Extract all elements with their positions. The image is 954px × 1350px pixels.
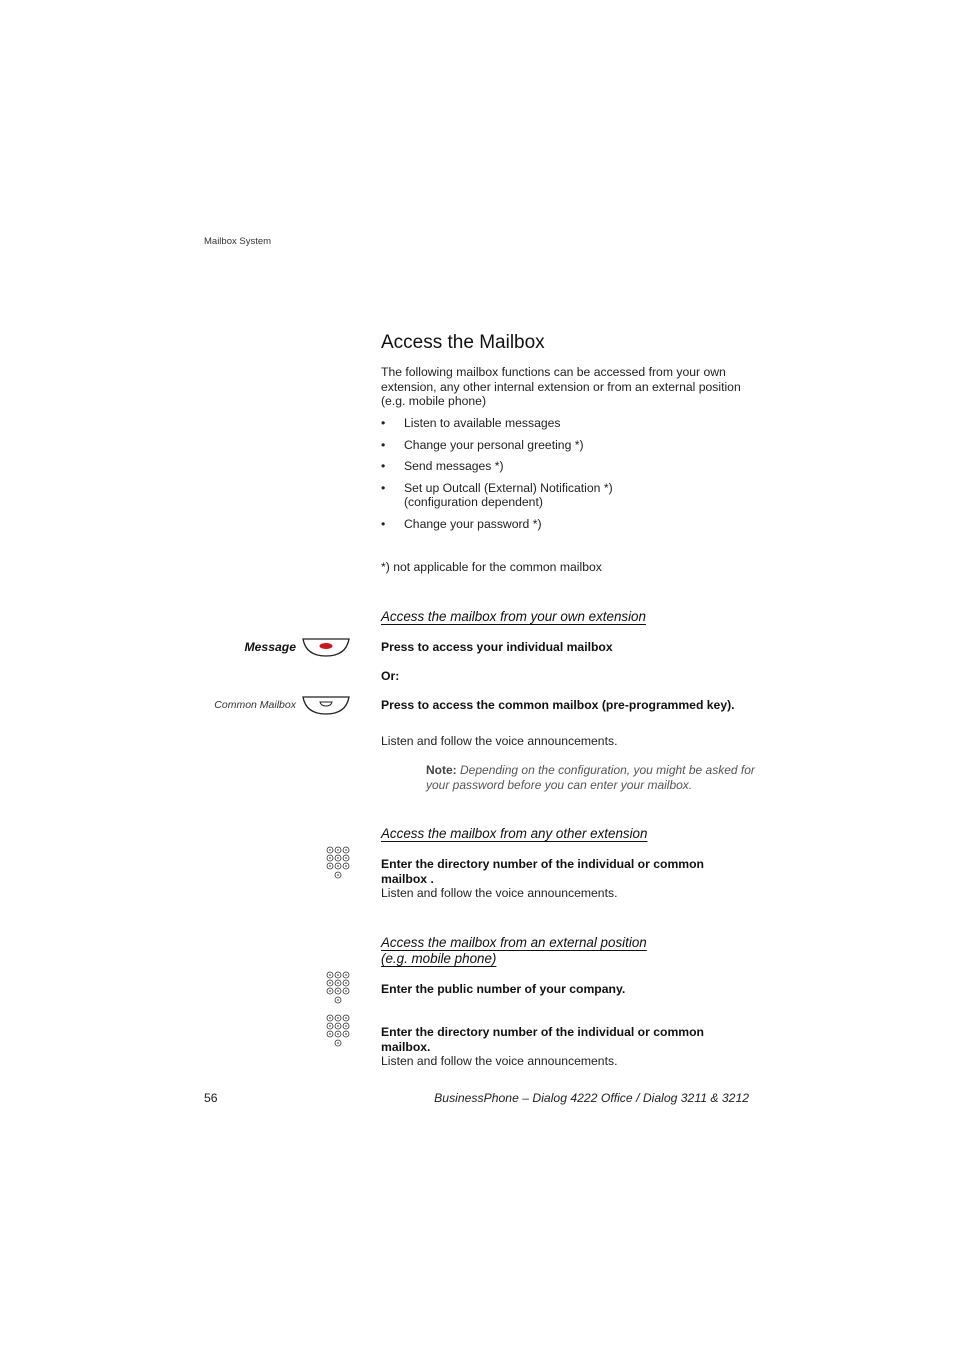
listen-instruction: Listen and follow the voice announcements. — [381, 1054, 618, 1068]
other-extension-step: Enter the directory number of the individual or common mailbox . — [381, 857, 705, 886]
document-title: BusinessPhone – Dialog 4222 Office / Dialog 3211 & 3212 — [434, 1091, 749, 1105]
footnote: *) not applicable for the common mailbox — [381, 560, 602, 574]
list-item — [381, 481, 761, 510]
list-item: • Change your password *) — [381, 517, 761, 532]
note-box — [426, 763, 756, 792]
message-step: Press to access your individual mailbox — [381, 640, 613, 654]
message-key-label: Message — [244, 640, 296, 654]
intro-paragraph: The following mailbox functions can be accessed from your own extension, any other internal extension or from an external position (e.g. mobile phone) — [381, 365, 741, 409]
note-text: Depending on the configuration, you might be asked for your password before you can enter your mailbox. — [426, 763, 755, 792]
list-item: • Listen to available messages — [381, 416, 761, 431]
keypad-icon — [326, 1014, 350, 1048]
keypad-icon — [326, 846, 350, 880]
page-title: Access the Mailbox — [381, 332, 545, 353]
message-key-icon — [302, 638, 350, 658]
list-item: • Change your personal greeting *) — [381, 438, 761, 453]
section-heading-own-extension: Access the mailbox from your own extension — [381, 609, 646, 624]
list-item-line: Set up Outcall (External) Notification *) — [404, 480, 613, 495]
common-mailbox-key-icon — [302, 696, 350, 716]
listen-instruction: Listen and follow the voice announcements. — [381, 886, 618, 900]
listen-instruction: Listen and follow the voice announcements. — [381, 734, 618, 748]
common-mailbox-step: Press to access the common mailbox (pre-programmed key). — [381, 698, 735, 712]
external-step-2: Enter the directory number of the individual or common mailbox. — [381, 1025, 705, 1054]
function-list — [381, 416, 761, 539]
list-item-line: (configuration dependent) — [404, 495, 543, 510]
section-heading-external-line1: Access the mailbox from an external position — [381, 935, 647, 950]
message-lamp-icon — [320, 643, 333, 649]
page-number: 56 — [204, 1091, 218, 1105]
running-header: Mailbox System — [204, 236, 272, 247]
note-label: Note: — [426, 763, 457, 777]
keypad-icon — [326, 971, 350, 1005]
or-label: Or: — [381, 669, 400, 683]
external-step-1: Enter the public number of your company. — [381, 982, 626, 996]
section-heading-other-extension: Access the mailbox from any other extension — [381, 826, 648, 841]
section-heading-external-line2: (e.g. mobile phone) — [381, 951, 497, 966]
list-item: • Send messages *) — [381, 459, 761, 474]
common-mailbox-key-label: Common Mailbox — [214, 699, 296, 711]
